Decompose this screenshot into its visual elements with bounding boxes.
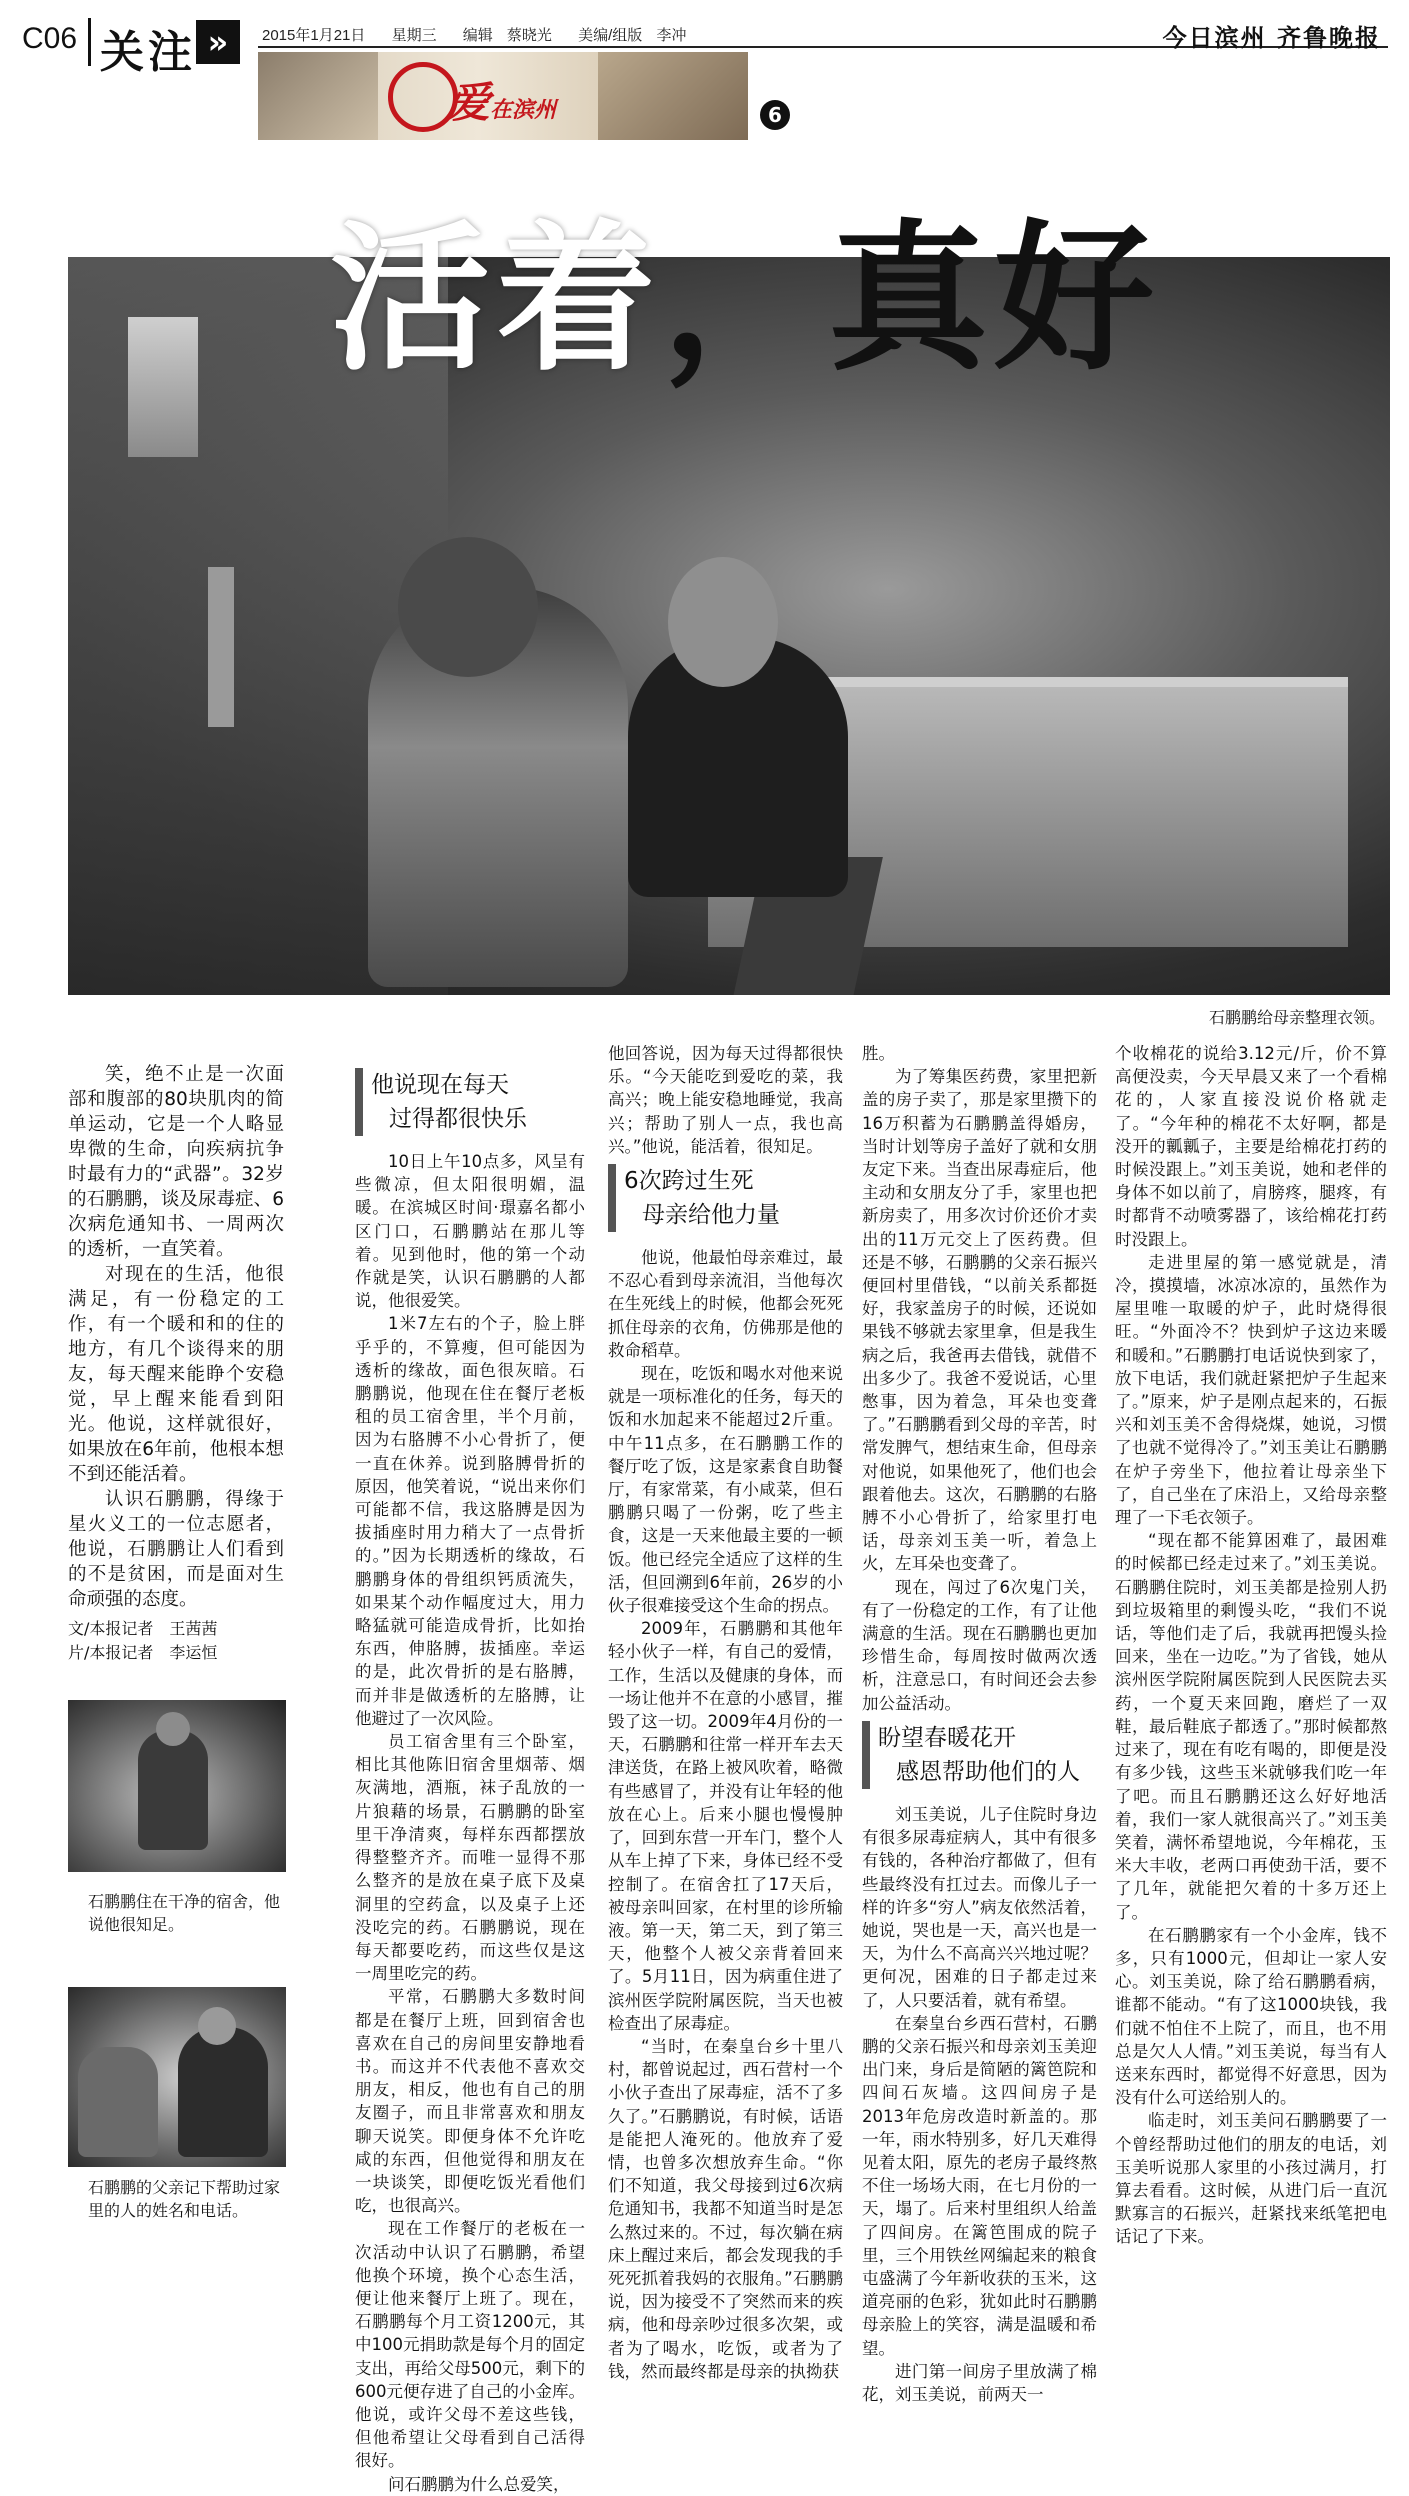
body-paragraph: 平常，石鹏鹏大多数时间都是在餐厅上班，回到宿舍也喜欢在自己的房间里安静地看书。而这并不代表他不喜欢交朋友，相反，他也有自己的朋友圈子，而且非常喜欢和朋友聊天说笑。即便身体不允许吃咸的东西，但他觉得和朋友在一块谈笑，即便吃饭光看他们吃，也很高兴。 (355, 1987, 585, 2216)
body-paragraph: 在秦皇台乡西石营村，石鹏鹏的父亲石振兴和母亲刘玉美迎出门来，身后是简陋的篱笆院和四间石灰墙。这四间房子是2013年危房改造时新盖的。那一年，雨水特别多，好几天难得见着太阳，原先的老房子最终熬不住一场场大雨，在七月份的一天，塌了。后来村里组织人给盖了四间房。在篱笆围成的院子里，三个用铁丝网编起来的粮食屯盛满了今年新收获的玉米，这道亮丽的色彩，犹如此时石鹏鹏母亲脸上的笑容，满是温暖和希望。 (862, 2013, 1097, 2358)
body-paragraph: 现在，吃饭和喝水对他来说就是一项标准化的任务，每天的饭和水加起来不能超过2斤重。中午11点多，在石鹏鹏工作的餐厅吃了饭，这是家素食自助餐厅，有家常菜，有小咸菜，但石鹏鹏只喝了一份粥，吃了些主食，这是一天来他最主要的一顿饭。他已经完全适应了这样的生活，但回溯到6年前，26岁的小伙子很难接受这个生命的拐点。 (608, 1364, 843, 1616)
body-column-4 (862, 1042, 1097, 2406)
body-column-3 (608, 1042, 843, 2383)
body-column-2 (355, 1062, 585, 2496)
father-photo-caption: 石鹏鹏的父亲记下帮助过家里的人的姓名和电话。 (88, 2178, 281, 2220)
photographer-label: 片/本报记者 (68, 1643, 154, 1662)
page-header (0, 0, 1409, 150)
designer-credit: 美编/组版 李冲 (578, 27, 687, 44)
headline-part-2: ，真好 (662, 205, 1161, 392)
body-paragraph: 现在工作餐厅的老板在一次活动中认识了石鹏鹏，希望他换个环境，换个心态生活，便让他来餐厅上班了。现在，石鹏鹏每个月工资1200元，其中100元捐助款是每个月的固定支出，再给父母500元，剩下的600元便存进了自己的小金库。他说，或许父母不差这些钱，但他希望让父母看到自己活得很好。 (355, 2219, 585, 2471)
editor-credit: 编辑 蔡晓光 (462, 27, 552, 44)
body-paragraph: 2009年，石鹏鹏和其他年轻小伙子一样，有自己的爱情，工作，生活以及健康的身体，而一场让他并不在意的小感冒，摧毁了这一切。2009年4月份的一天，石鹏鹏和往常一样开车去天津送货，在路上被风吹着，略微有些感冒了，并没有让年轻的他放在心上。后来小腿也慢慢肿了，回到东营一开车门，整个人从车上掉了下来，身体已经不受控制了。在宿舍扛了17天后，被母亲叫回家，在村里的诊所输液。第一天，第二天，到了第三天，他整个人被父亲背着回来了。5月11日，因为病重住进了滨州医学院附属医院，当天也被检查出了尿毒症。 (608, 1619, 843, 2033)
body-paragraph: 走进里屋的第一感觉就是，清冷，摸摸墙，冰凉冰凉的，虽然作为屋里唯一取暖的炉子，此时烧得很旺。“外面冷不？快到炉子这边来暖和暖和。”石鹏鹏打电话说快到家了，放下电话，我们就赶紧把炉子生起来了。”原来，炉子是刚点起来的，石振兴和刘玉美不舍得烧煤，她说，习惯了也就不觉得冷了。”刘玉美让石鹏鹏在炉子旁坐下，他拉着让母亲坐下了，自己坐在了床沿上，又给母亲整理了一下毛衣领子。 (1115, 1252, 1387, 1528)
subheading: 盼望春暖花开 感恩帮助他们的人 (862, 1721, 1097, 1789)
body-paragraph: 问石鹏鹏为什么总爱笑， (388, 2474, 570, 2494)
body-paragraph: 员工宿舍里有三个卧室，相比其他陈旧宿舍里烟蒂、烟灰满地，酒瓶，袜子乱放的一片狼藉的场景，石鹏鹏的卧室里干净清爽，每样东西都摆放得整整齐齐。而唯一显得不那么整齐的是放在桌子底下及桌洞里的空药盒，以及桌子上还没吃完的药。石鹏鹏说，现在每天都要吃药，而这些仅是这一周里吃完的药。 (355, 1732, 585, 1984)
issue-weekday: 星期三 (391, 27, 437, 44)
body-paragraph: “现在都不能算困难了，最困难的时候都已经走过来了。”刘玉美说。石鹏鹏住院时，刘玉美都是捡别人扔到垃圾箱里的剩馒头吃，“我们不说话，等他们走了后，我就再把馒头捡回来，坐在一边吃。”为了省钱，她从滨州医学院附属医院到人民医院去买药，一个夏天来回跑，磨烂了一双鞋，最后鞋底子都透了。”那时候都熬过来了，现在有吃有喝的，即便是没有多少钱，这些玉米就够我们吃一年了吧。而且石鹏鹏还这么好好地活着，我们一家人就很高兴了。”刘玉美笑着，满怀希望地说，今年棉花，玉米大丰收，老两口再使劲干活，要不了几年，就能把欠着的十多万还上了。 (1115, 1531, 1387, 1922)
page-number: C06 (22, 22, 78, 55)
banner-subtitle: 在滨州 (490, 97, 557, 123)
body-paragraph: 他回答说，因为每天过得都很快乐。“今天能吃到爱吃的菜，我高兴；晚上能安稳地睡觉，我高兴；帮助了别人一点，我也高兴。”他说，能活着，很知足。 (608, 1044, 843, 1156)
column-banner (258, 52, 748, 140)
banner-title: 爱在滨州 (448, 78, 557, 127)
body-paragraph: 在石鹏鹏家有一个小金库，钱不多，只有1000元，但却让一家人安心。刘玉美说，除了给石鹏鹏看病，谁都不能动。“有了这1000块钱，我们就不怕住不上院了，而且，也不用总是欠人人情。”刘玉美说，每当有人送来东西时，都觉得不好意思，因为没有什么可送给别人的。 (1115, 1925, 1387, 2108)
body-paragraph: “当时，在秦皇台乡十里八村，都曾说起过，西石营村一个小伙子查出了尿毒症，活不了多久了。”石鹏鹏说，有时候，话语是能把人淹死的。他放弃了爱情，也曾多次想放弃生命。“你们不知道，我父母接到过6次病危通知书，我都不知道当时是怎么熬过来的。不过，每次躺在病床上醒过来后，都会发现我的手死死抓着我妈的衣服角。”石鹏鹏说，因为接受不了突然而来的疾病，他和母亲吵过很多次架，或者为了喝水，吃饭，或者为了钱，然而最终都是母亲的执拗获 (608, 2036, 843, 2381)
byline (68, 1618, 284, 1666)
lead-paragraphs (68, 1062, 284, 1612)
lead-paragraph: 笑，绝不止是一次面部和腹部的80块肌肉的简单运动，它是一个人略显卑微的生命，向疾病抗争时最有力的“武器”。32岁的石鹏鹏，谈及尿毒症、6次病危通知书、一周两次的透析，一直笑着。 (68, 1064, 284, 1260)
writer-name: 王茜茜 (169, 1619, 218, 1638)
issue-date: 2015年1月21日 (262, 27, 366, 44)
body-paragraph: 临走时，刘玉美问石鹏鹏要了一个曾经帮助过他们的朋友的电话，刘玉美听说那人家里的小孩过满月，打算去看看。这时候，从进门后一直沉默寡言的石振兴，赶紧找来纸笔把电话记了下来。 (1115, 2111, 1387, 2247)
banner-photo-right (598, 52, 748, 140)
body-paragraph: 1米7左右的个子，脸上胖乎乎的，不算瘦，但可能因为透析的缘故，面色很灰暗。石鹏鹏说，他现在住在餐厅老板租的员工宿舍里，半个月前，因为右胳膊不小心骨折了，便一直在休养。说到胳膊骨折的原因，他笑着说，“说出来你们可能都不信，我这胳膊是因为拔插座时用力稍大了一点骨折的。”因为长期透析的缘故，石鹏鹏身体的骨组织钙质流失，如果某个动作幅度过大，用力略猛就可能造成骨折，比如抬东西，伸胳膊，拔插座。幸运的是，此次骨折的是右胳膊，而并非是做透析的左胳膊，让他避过了一次风险。 (355, 1314, 585, 1728)
body-paragraph: 他说，他最怕母亲难过，最不忍心看到母亲流泪，当他每次在生死线上的时候，他都会死死抓住母亲的衣角，仿佛那是他的救命稻草。 (608, 1248, 843, 1360)
headline-part-1: 活着 (330, 205, 663, 392)
father-photo (68, 1987, 286, 2167)
body-paragraph: 胜。 (862, 1044, 895, 1063)
body-paragraph: 现在，闯过了6次鬼门关，有了一份稳定的工作，有了让他满意的生活。现在石鹏鹏也更加珍惜生命，每周按时做两次透析，注意忌口，有时间还会去参加公益活动。 (862, 1577, 1097, 1713)
body-paragraph: 10日上午10点多，风呈有些微凉，但太阳很明媚，温暖。在滨城区时间·璟嘉名都小区门口，石鹏鹏站在那儿等着。见到他时，他的第一个动作就是笑，认识石鹏鹏的人都说，他很爱笑。 (355, 1152, 585, 1311)
issue-meta (262, 24, 698, 45)
body-paragraph: 进门第一间房子里放满了棉花，刘玉美说，前两天一 (862, 2361, 1097, 2404)
lead-paragraph: 认识石鹏鹏，得缘于星火义工的一位志愿者，他说，石鹏鹏让人们看到的不是贫困，而是面对生命顽强的态度。 (68, 1489, 284, 1610)
newspaper-brand: 今日滨州 齐鲁晚报 (1162, 23, 1381, 52)
dorm-photo-caption: 石鹏鹏住在干净的宿舍，他说他很知足。 (88, 1892, 281, 1934)
body-paragraph: 为了筹集医药费，家里把新盖的房子卖了，那是家里攒下的16万积蓄为石鹏鹏盖得婚房，当时计划等房子盖好了就和女朋友定下来。当查出尿毒症后，他主动和女朋友分了手，家里也把新房卖了，用多次讨价还价才卖出的11万元交上了医药费。但还是不够，石鹏鹏的父亲石振兴便回村里借钱，“以前关系都挺好，我家盖房子的时候，还说如果钱不够就去家里拿，但是我生病之后，我爸再去借钱，就借不出多少了。我爸不爱说话，心里憋事，因为着急，耳朵也变聋了。”石鹏鹏看到父母的辛苦，时常发脾气，想结束生命，但母亲对他说，如果他死了，他们也会跟着他去。这次，石鹏鹏的右胳膊不小心骨折了，给家里打电话，母亲刘玉美一听，着急上火，左耳朵也变聋了。 (862, 1067, 1097, 1574)
subheading: 他说现在每天 过得都很快乐 (355, 1068, 585, 1136)
photo-caption: 石鹏鹏给母亲整理衣领。 (1208, 1008, 1385, 1027)
issue-number-badge: 6 (760, 100, 790, 130)
subheading: 6次跨过生死 母亲给他力量 (608, 1164, 843, 1232)
section-arrow-icon: » (196, 20, 240, 64)
banner-photo-left (258, 52, 378, 140)
dorm-photo (68, 1700, 286, 1872)
body-column-5 (1115, 1042, 1387, 2249)
headline (330, 170, 1160, 400)
photographer-name: 李运恒 (169, 1643, 218, 1662)
header-divider (88, 18, 91, 66)
lead-paragraph: 对现在的生活，他很满足，有一份稳定的工作，有一个暖和和的住的地方，有几个谈得来的朋友，每天醒来能睁个安稳觉，早上醒来能看到阳光。他说，这样就很好，如果放在6年前，他根本想不到还能活着。 (68, 1264, 284, 1485)
body-paragraph: 刘玉美说，儿子住院时身边有很多尿毒症病人，其中有很多有钱的，各种治疗都做了，但有些最终没有扛过去。而像儿子一样的许多“穷人”病友依然活着，她说，哭也是一天，高兴也是一天，为什么不高高兴兴地过呢？更何况，困难的日子都走过来了，人只要活着，就有希望。 (862, 1804, 1097, 2010)
writer-label: 文/本报记者 (68, 1619, 154, 1638)
section-title: 关注 (100, 27, 196, 78)
body-paragraph: 个收棉花的说给3.12元/斤，价不算高便没卖，今天早晨又来了一个看棉花的，人家直接没说价格就走了。“今年种的棉花不太好啊，都是没开的瓤瓤子，主要是给棉花打药的时候没跟上。”刘玉美说，她和老伴的身体不如以前了，肩膀疼，腿疼，有时都背不动喷雾器了，该给棉花打药时没跟上。 (1115, 1044, 1387, 1249)
